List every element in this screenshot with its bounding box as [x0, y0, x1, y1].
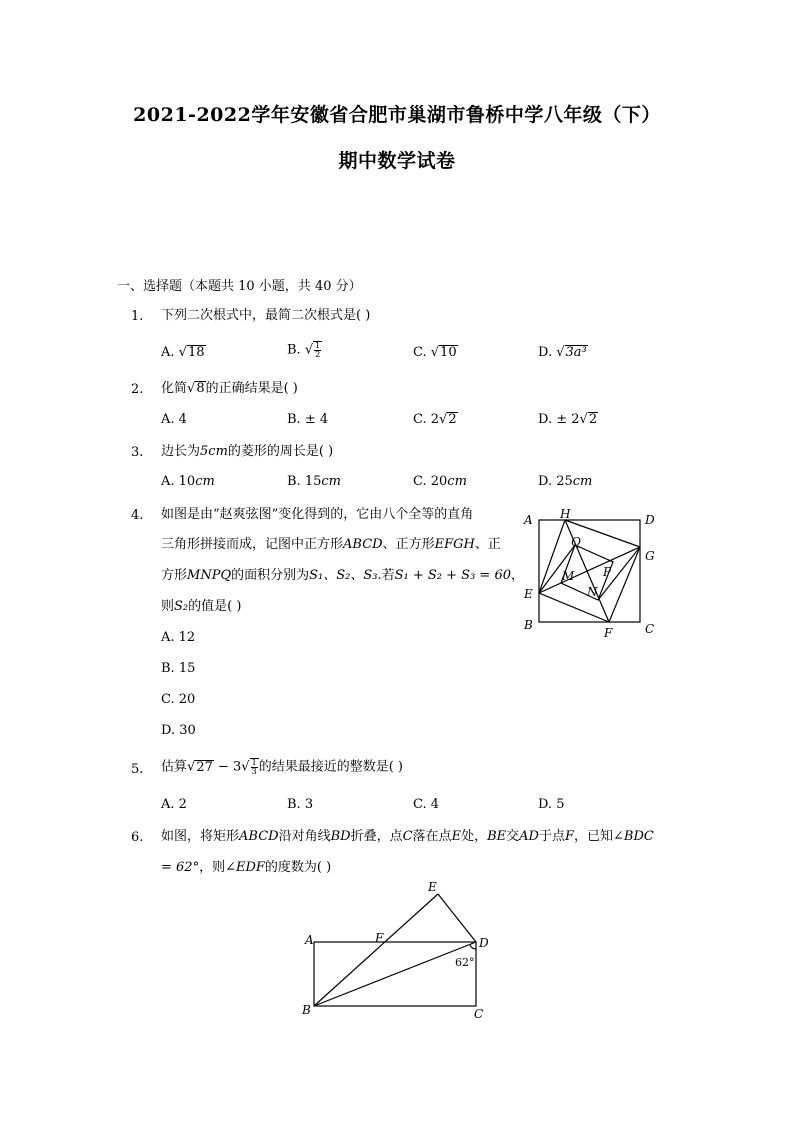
question-line: 三角形拼接而成，记图中正方形ABCD、正方形EFGH、正 — [161, 537, 501, 552]
label-p: P — [603, 565, 612, 579]
question-stem: 估算√27 − 3√ $\frac{1}{3}$ 的结果最接近的整数是( ) — [161, 758, 403, 776]
question-number: 2. — [131, 382, 144, 397]
option-label: B. — [287, 342, 301, 358]
folded-rectangle-figure — [300, 878, 500, 1024]
label-a: A — [524, 513, 533, 527]
question-number: 4. — [131, 508, 144, 523]
label-m: M — [562, 569, 575, 583]
option-b: B. 15 — [161, 661, 196, 676]
section-title: 一、选择题（本题共 10 小题，共 40 分） — [117, 279, 362, 294]
option-c: C. 4 — [413, 797, 440, 812]
zhao-shuang-figure — [518, 505, 663, 643]
label-b: B — [524, 618, 533, 632]
question-line: 方形MNPQ的面积分别为S₁、S₂、S₃.若S₁ + S₂ + S₃ = 60， — [161, 568, 525, 583]
option-a: A. √18 — [161, 345, 205, 360]
question-stem: 下列二次根式中，最简二次根式是( ) — [161, 308, 371, 323]
question-line: 则S₂的值是( ) — [161, 599, 242, 614]
option-b: B. 3 — [287, 797, 314, 812]
label-e: E — [524, 587, 533, 601]
label-d: D — [479, 936, 489, 950]
option-label: A. — [161, 345, 175, 360]
label-q: Q — [571, 535, 581, 549]
option-b: B. √ $\frac{1}{2}$ — [287, 341, 321, 359]
option-radicand: 18 — [187, 345, 205, 360]
question-stem: 化简√8的正确结果是( ) — [161, 381, 298, 396]
label-c: C — [474, 1007, 484, 1021]
option-b: B. 15cm — [287, 474, 341, 489]
page-subtitle: 期中数学试卷 — [338, 150, 456, 172]
label-n: N — [587, 585, 598, 599]
question-number: 5. — [131, 762, 144, 777]
option-d: D. 25cm — [538, 474, 593, 489]
label-c: C — [645, 622, 655, 636]
label-g: G — [645, 549, 655, 563]
label-f: F — [375, 931, 384, 945]
option-d: D. 5 — [538, 797, 565, 812]
question-stem: 边长为5cm的菱形的周长是( ) — [161, 444, 334, 459]
question-line: = 62°，则∠EDF的度数为( ) — [161, 860, 332, 875]
label-a: A — [305, 933, 314, 947]
page-title: 2021-2022学年安徽省合肥市巢湖市鲁桥中学八年级（下） — [133, 104, 661, 126]
question-number: 1. — [131, 309, 144, 324]
label-e: E — [428, 880, 437, 894]
option-d: D. √3a³ — [538, 345, 587, 360]
option-c: C. √10 — [413, 345, 457, 360]
option-radicand: 10 — [440, 345, 457, 360]
angle-label: 62° — [455, 956, 475, 969]
option-label: D. — [538, 345, 553, 360]
question-number: 6. — [131, 830, 144, 845]
option-a: A. 12 — [161, 630, 196, 645]
option-d: D. 30 — [161, 723, 196, 738]
label-f: F — [604, 626, 613, 640]
option-c: C. 20cm — [413, 474, 467, 489]
label-d: D — [645, 513, 655, 527]
option-c: C. 2√2 — [413, 412, 457, 427]
question-number: 3. — [131, 445, 144, 460]
label-h: H — [560, 507, 571, 521]
option-label: C. — [413, 345, 427, 360]
option-a: A. 4 — [161, 412, 187, 427]
option-a: A. 10cm — [161, 474, 215, 489]
question-line: 如图是由“赵爽弦图”变化得到的，它由八个全等的直角 — [161, 507, 474, 522]
label-b: B — [302, 1003, 311, 1017]
option-radicand: 3a³ — [565, 345, 587, 360]
question-line: 如图，将矩形ABCD沿对角线BD折叠，点C落在点E处，BE交AD于点F，已知∠BDC — [161, 829, 654, 844]
option-d: D. ± 2√2 — [538, 412, 598, 427]
option-b: B. ± 4 — [287, 412, 329, 427]
option-fraction: $\frac{1}{2}$ — [315, 341, 321, 359]
option-c: C. 20 — [161, 692, 196, 707]
option-a: A. 2 — [161, 797, 187, 812]
